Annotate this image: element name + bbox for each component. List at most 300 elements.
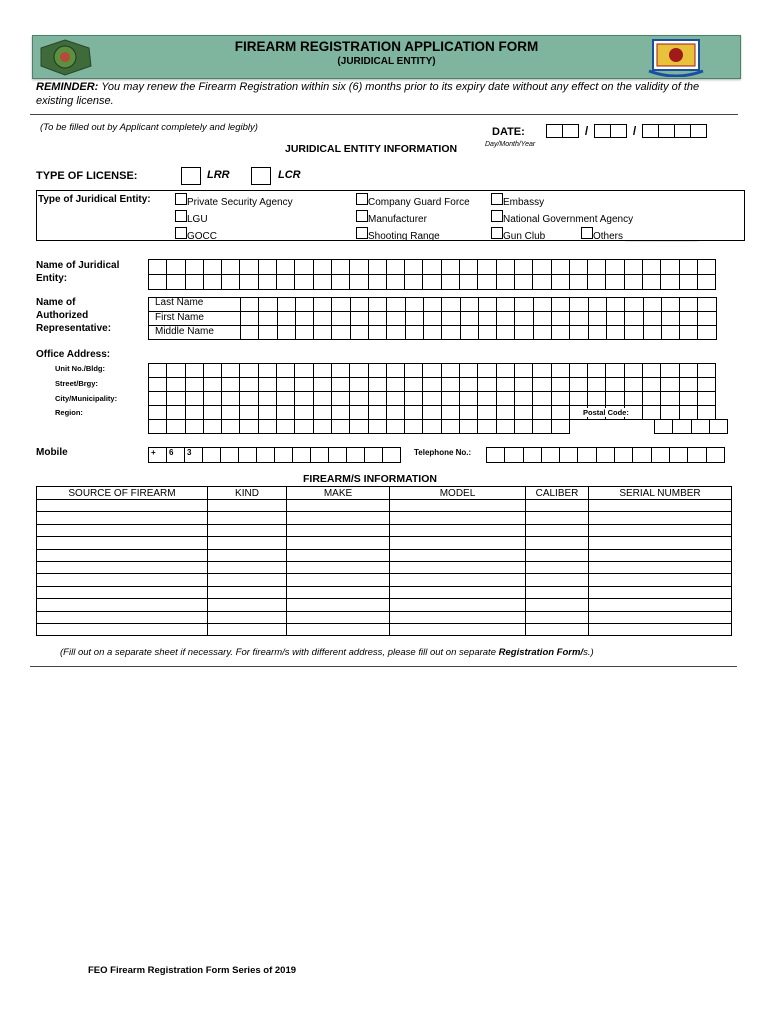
char-box[interactable] (185, 259, 204, 275)
char-box[interactable] (277, 311, 296, 326)
char-box[interactable] (221, 363, 240, 378)
char-box[interactable] (258, 405, 277, 420)
table-cell[interactable] (287, 512, 390, 524)
char-box[interactable] (258, 325, 277, 340)
char-box[interactable] (313, 311, 332, 326)
lcr-checkbox[interactable] (251, 167, 271, 185)
char-box[interactable] (596, 447, 615, 463)
char-box[interactable] (551, 274, 570, 290)
char-box[interactable] (459, 259, 478, 275)
char-box[interactable] (203, 405, 222, 420)
char-box[interactable] (614, 447, 633, 463)
char-box[interactable] (166, 377, 185, 392)
char-box[interactable] (569, 297, 588, 312)
char-box[interactable] (551, 363, 570, 378)
char-box[interactable] (477, 419, 496, 434)
char-box[interactable] (276, 377, 295, 392)
char-box-row[interactable] (149, 325, 717, 340)
char-box[interactable] (496, 259, 515, 275)
char-box[interactable] (660, 405, 679, 420)
char-box[interactable] (441, 363, 460, 378)
char-box[interactable] (294, 259, 313, 275)
char-box[interactable] (532, 405, 551, 420)
date-field[interactable] (547, 124, 707, 138)
char-box[interactable] (350, 311, 369, 326)
char-box[interactable] (148, 363, 167, 378)
char-box[interactable] (441, 391, 460, 406)
checkbox[interactable] (356, 193, 368, 205)
char-box[interactable] (642, 391, 661, 406)
char-box[interactable] (514, 391, 533, 406)
table-cell[interactable] (287, 549, 390, 561)
char-box[interactable] (514, 377, 533, 392)
char-box[interactable] (386, 419, 405, 434)
char-box[interactable] (258, 391, 277, 406)
char-box[interactable] (382, 447, 401, 463)
char-box[interactable] (239, 259, 258, 275)
table-cell[interactable] (390, 524, 526, 536)
char-box[interactable] (551, 419, 570, 434)
char-box[interactable] (642, 274, 661, 290)
char-box[interactable] (533, 311, 552, 326)
char-box-row[interactable] (149, 297, 717, 312)
char-box[interactable] (477, 363, 496, 378)
char-box[interactable] (697, 325, 716, 340)
char-box[interactable] (405, 297, 424, 312)
char-box[interactable] (569, 391, 588, 406)
char-box[interactable] (203, 363, 222, 378)
char-box[interactable] (203, 377, 222, 392)
char-box[interactable] (551, 377, 570, 392)
char-box[interactable] (643, 325, 662, 340)
table-row[interactable] (37, 500, 732, 512)
char-box[interactable] (687, 447, 706, 463)
char-box[interactable] (368, 259, 387, 275)
char-box[interactable] (624, 377, 643, 392)
char-box[interactable] (404, 391, 423, 406)
char-box-row[interactable] (655, 419, 728, 434)
checkbox[interactable] (491, 227, 503, 239)
char-box-row[interactable] (149, 363, 716, 378)
char-box[interactable] (669, 447, 688, 463)
char-box[interactable] (697, 405, 716, 420)
char-box[interactable] (672, 419, 691, 434)
char-box[interactable] (551, 391, 570, 406)
char-box[interactable] (148, 377, 167, 392)
char-box[interactable] (331, 297, 350, 312)
char-box[interactable] (441, 311, 460, 326)
table-cell[interactable] (37, 512, 208, 524)
char-box[interactable] (295, 311, 314, 326)
char-box[interactable] (368, 419, 387, 434)
table-cell[interactable] (526, 537, 589, 549)
table-cell[interactable] (589, 611, 732, 623)
char-box[interactable] (532, 391, 551, 406)
char-box[interactable] (551, 405, 570, 420)
char-box[interactable] (477, 274, 496, 290)
char-box[interactable] (605, 391, 624, 406)
checkbox[interactable] (356, 210, 368, 222)
char-box[interactable] (313, 274, 332, 290)
char-box[interactable] (588, 325, 607, 340)
char-box[interactable] (185, 274, 204, 290)
char-box[interactable] (405, 311, 424, 326)
char-box[interactable] (459, 391, 478, 406)
char-box[interactable] (569, 325, 588, 340)
char-box[interactable] (532, 259, 551, 275)
table-cell[interactable] (390, 500, 526, 512)
char-box[interactable] (422, 274, 441, 290)
char-box[interactable] (203, 259, 222, 275)
char-box[interactable] (258, 363, 277, 378)
char-box[interactable] (221, 274, 240, 290)
char-box[interactable] (559, 447, 578, 463)
char-box[interactable] (240, 297, 259, 312)
table-cell[interactable] (208, 512, 287, 524)
char-box[interactable] (368, 274, 387, 290)
char-box[interactable] (624, 297, 643, 312)
char-box[interactable] (349, 363, 368, 378)
char-box[interactable] (331, 419, 350, 434)
table-cell[interactable] (287, 537, 390, 549)
char-box[interactable] (258, 311, 277, 326)
char-box[interactable] (185, 363, 204, 378)
char-box[interactable] (679, 325, 698, 340)
address-grid[interactable] (149, 363, 716, 420)
table-row[interactable] (37, 549, 732, 561)
table-cell[interactable] (37, 574, 208, 586)
table-cell[interactable] (589, 549, 732, 561)
table-cell[interactable] (390, 549, 526, 561)
char-box[interactable] (587, 377, 606, 392)
char-box[interactable] (331, 274, 350, 290)
char-box[interactable] (349, 419, 368, 434)
char-box[interactable] (256, 447, 275, 463)
char-box[interactable] (294, 274, 313, 290)
char-box[interactable] (532, 419, 551, 434)
char-box[interactable] (606, 311, 625, 326)
table-cell[interactable] (37, 611, 208, 623)
char-box[interactable] (588, 297, 607, 312)
char-box[interactable] (441, 274, 460, 290)
char-box[interactable] (697, 311, 716, 326)
table-row[interactable] (37, 623, 732, 635)
char-box[interactable] (477, 391, 496, 406)
entity-option[interactable] (175, 210, 208, 225)
char-box[interactable] (258, 274, 277, 290)
char-box[interactable] (651, 447, 670, 463)
region-grid[interactable] (149, 419, 570, 434)
char-box[interactable] (541, 447, 560, 463)
char-box[interactable] (404, 259, 423, 275)
char-box-row[interactable] (149, 311, 717, 326)
char-box[interactable] (239, 363, 258, 378)
table-cell[interactable] (287, 500, 390, 512)
char-box[interactable] (294, 419, 313, 434)
char-box[interactable] (605, 274, 624, 290)
char-box[interactable] (706, 447, 725, 463)
char-box[interactable] (166, 274, 185, 290)
char-box[interactable] (221, 259, 240, 275)
char-box[interactable] (643, 311, 662, 326)
char-box[interactable] (294, 377, 313, 392)
char-box[interactable] (422, 259, 441, 275)
table-cell[interactable] (390, 586, 526, 598)
char-box[interactable] (185, 405, 204, 420)
table-cell[interactable] (526, 611, 589, 623)
char-box[interactable] (166, 259, 185, 275)
char-box[interactable] (221, 391, 240, 406)
table-row[interactable] (37, 574, 732, 586)
table-cell[interactable] (526, 500, 589, 512)
char-box[interactable] (478, 297, 497, 312)
char-box[interactable] (660, 259, 679, 275)
char-box[interactable] (386, 391, 405, 406)
char-box[interactable] (386, 259, 405, 275)
char-box[interactable] (276, 405, 295, 420)
char-box[interactable] (185, 391, 204, 406)
char-box[interactable] (313, 377, 332, 392)
char-box[interactable] (364, 447, 383, 463)
table-cell[interactable] (287, 611, 390, 623)
table-row[interactable] (37, 561, 732, 573)
char-box[interactable] (240, 325, 259, 340)
char-box-row[interactable] (149, 419, 570, 434)
table-cell[interactable] (208, 524, 287, 536)
char-box[interactable] (404, 405, 423, 420)
char-box[interactable] (368, 311, 387, 326)
char-box[interactable] (276, 391, 295, 406)
char-box[interactable] (477, 259, 496, 275)
char-box[interactable] (551, 259, 570, 275)
char-box[interactable] (551, 325, 570, 340)
char-box[interactable] (605, 363, 624, 378)
char-box[interactable] (423, 297, 442, 312)
char-box[interactable] (441, 377, 460, 392)
char-box-row[interactable] (487, 447, 725, 463)
char-box[interactable] (660, 391, 679, 406)
char-box[interactable] (643, 297, 662, 312)
table-cell[interactable] (208, 599, 287, 611)
char-box[interactable] (660, 274, 679, 290)
char-box[interactable] (368, 363, 387, 378)
char-box[interactable] (697, 391, 716, 406)
table-cell[interactable] (589, 574, 732, 586)
char-box-row[interactable] (149, 259, 716, 275)
char-box[interactable] (624, 311, 643, 326)
char-box-row[interactable] (149, 274, 716, 290)
char-box[interactable] (386, 363, 405, 378)
char-box[interactable] (478, 311, 497, 326)
char-box[interactable] (368, 391, 387, 406)
entity-option[interactable] (356, 227, 440, 242)
char-box[interactable] (496, 419, 515, 434)
char-box[interactable] (331, 363, 350, 378)
char-box[interactable] (331, 391, 350, 406)
table-cell[interactable] (589, 512, 732, 524)
table-cell[interactable] (526, 561, 589, 573)
table-cell[interactable] (37, 549, 208, 561)
table-cell[interactable] (208, 500, 287, 512)
table-cell[interactable] (208, 561, 287, 573)
entity-option[interactable] (491, 227, 545, 242)
entity-option[interactable] (491, 210, 633, 225)
char-box[interactable] (496, 311, 515, 326)
checkbox[interactable] (491, 193, 503, 205)
char-box[interactable] (679, 274, 698, 290)
char-box[interactable] (459, 377, 478, 392)
char-box[interactable] (404, 274, 423, 290)
char-box[interactable] (679, 259, 698, 275)
char-box[interactable] (569, 259, 588, 275)
char-box[interactable] (276, 259, 295, 275)
char-box[interactable] (313, 363, 332, 378)
table-cell[interactable] (589, 500, 732, 512)
char-box[interactable] (587, 391, 606, 406)
char-box[interactable] (422, 363, 441, 378)
char-box[interactable] (276, 419, 295, 434)
char-box[interactable] (313, 259, 332, 275)
table-cell[interactable] (208, 549, 287, 561)
entity-option[interactable] (175, 227, 217, 242)
char-box[interactable] (441, 259, 460, 275)
char-box[interactable] (422, 377, 441, 392)
char-box[interactable] (697, 363, 716, 378)
char-box-row[interactable] (149, 405, 716, 420)
checkbox[interactable] (175, 193, 187, 205)
char-box[interactable] (551, 311, 570, 326)
char-box[interactable] (514, 297, 533, 312)
char-box[interactable] (642, 363, 661, 378)
char-box[interactable] (533, 325, 552, 340)
char-box[interactable] (459, 363, 478, 378)
char-box[interactable] (691, 419, 710, 434)
table-cell[interactable] (526, 623, 589, 635)
char-box[interactable] (368, 377, 387, 392)
char-box[interactable] (368, 297, 387, 312)
char-box[interactable] (642, 377, 661, 392)
entity-option[interactable] (581, 227, 698, 242)
table-cell[interactable] (208, 611, 287, 623)
char-box[interactable] (386, 297, 405, 312)
char-box[interactable] (166, 363, 185, 378)
char-box[interactable] (514, 311, 533, 326)
checkbox[interactable] (491, 210, 503, 222)
char-box[interactable] (660, 377, 679, 392)
table-cell[interactable] (287, 599, 390, 611)
char-box[interactable] (274, 447, 293, 463)
table-cell[interactable] (37, 599, 208, 611)
char-box[interactable] (258, 419, 277, 434)
char-box[interactable] (405, 325, 424, 340)
char-box[interactable] (292, 447, 311, 463)
table-cell[interactable] (526, 574, 589, 586)
char-box[interactable] (587, 363, 606, 378)
char-box[interactable] (276, 274, 295, 290)
char-box[interactable] (239, 274, 258, 290)
table-row[interactable] (37, 611, 732, 623)
char-box[interactable] (386, 377, 405, 392)
char-box[interactable] (661, 311, 680, 326)
char-box[interactable] (459, 405, 478, 420)
table-row[interactable] (37, 537, 732, 549)
char-box[interactable] (386, 274, 405, 290)
entity-option[interactable] (356, 210, 427, 225)
table-cell[interactable] (37, 524, 208, 536)
char-box[interactable] (532, 274, 551, 290)
char-box[interactable] (577, 447, 596, 463)
table-row[interactable] (37, 512, 732, 524)
table-cell[interactable] (526, 549, 589, 561)
char-box[interactable] (697, 377, 716, 392)
char-box[interactable] (221, 405, 240, 420)
char-box-row[interactable] (149, 377, 716, 392)
char-box[interactable] (313, 405, 332, 420)
table-cell[interactable] (589, 524, 732, 536)
char-box[interactable] (532, 377, 551, 392)
char-box-row[interactable] (149, 391, 716, 406)
char-box[interactable] (624, 391, 643, 406)
char-box[interactable] (624, 363, 643, 378)
char-box[interactable] (148, 419, 167, 434)
char-box[interactable] (422, 391, 441, 406)
checkbox[interactable] (175, 210, 187, 222)
char-box[interactable] (277, 325, 296, 340)
char-box[interactable] (310, 447, 329, 463)
char-box[interactable] (496, 297, 515, 312)
char-box[interactable] (486, 447, 505, 463)
char-box[interactable] (294, 391, 313, 406)
char-box[interactable] (368, 325, 387, 340)
checkbox[interactable] (581, 227, 593, 239)
char-box[interactable] (496, 325, 515, 340)
char-box[interactable] (313, 325, 332, 340)
char-box[interactable] (331, 325, 350, 340)
entity-option[interactable] (175, 193, 293, 208)
char-box[interactable] (460, 297, 479, 312)
char-box[interactable] (477, 377, 496, 392)
char-box[interactable] (185, 377, 204, 392)
char-box[interactable] (349, 259, 368, 275)
mobile-grid[interactable] (149, 447, 401, 463)
char-box[interactable] (514, 419, 533, 434)
char-box[interactable] (404, 419, 423, 434)
char-box[interactable] (496, 377, 515, 392)
char-box[interactable] (368, 405, 387, 420)
entity-option[interactable] (356, 193, 470, 208)
char-box[interactable] (661, 325, 680, 340)
char-box[interactable] (441, 297, 460, 312)
char-box[interactable] (277, 297, 296, 312)
char-box[interactable] (514, 405, 533, 420)
table-cell[interactable] (390, 561, 526, 573)
char-box[interactable] (166, 419, 185, 434)
char-box[interactable] (624, 325, 643, 340)
checkbox[interactable] (175, 227, 187, 239)
lrr-checkbox[interactable] (181, 167, 201, 185)
table-cell[interactable] (589, 537, 732, 549)
char-box[interactable] (346, 447, 365, 463)
char-box[interactable] (148, 274, 167, 290)
char-box[interactable] (239, 391, 258, 406)
char-box[interactable] (202, 447, 221, 463)
char-box[interactable] (642, 405, 661, 420)
char-box[interactable] (477, 405, 496, 420)
char-box[interactable] (496, 274, 515, 290)
char-box[interactable] (569, 311, 588, 326)
char-box[interactable] (386, 311, 405, 326)
char-box[interactable] (295, 325, 314, 340)
